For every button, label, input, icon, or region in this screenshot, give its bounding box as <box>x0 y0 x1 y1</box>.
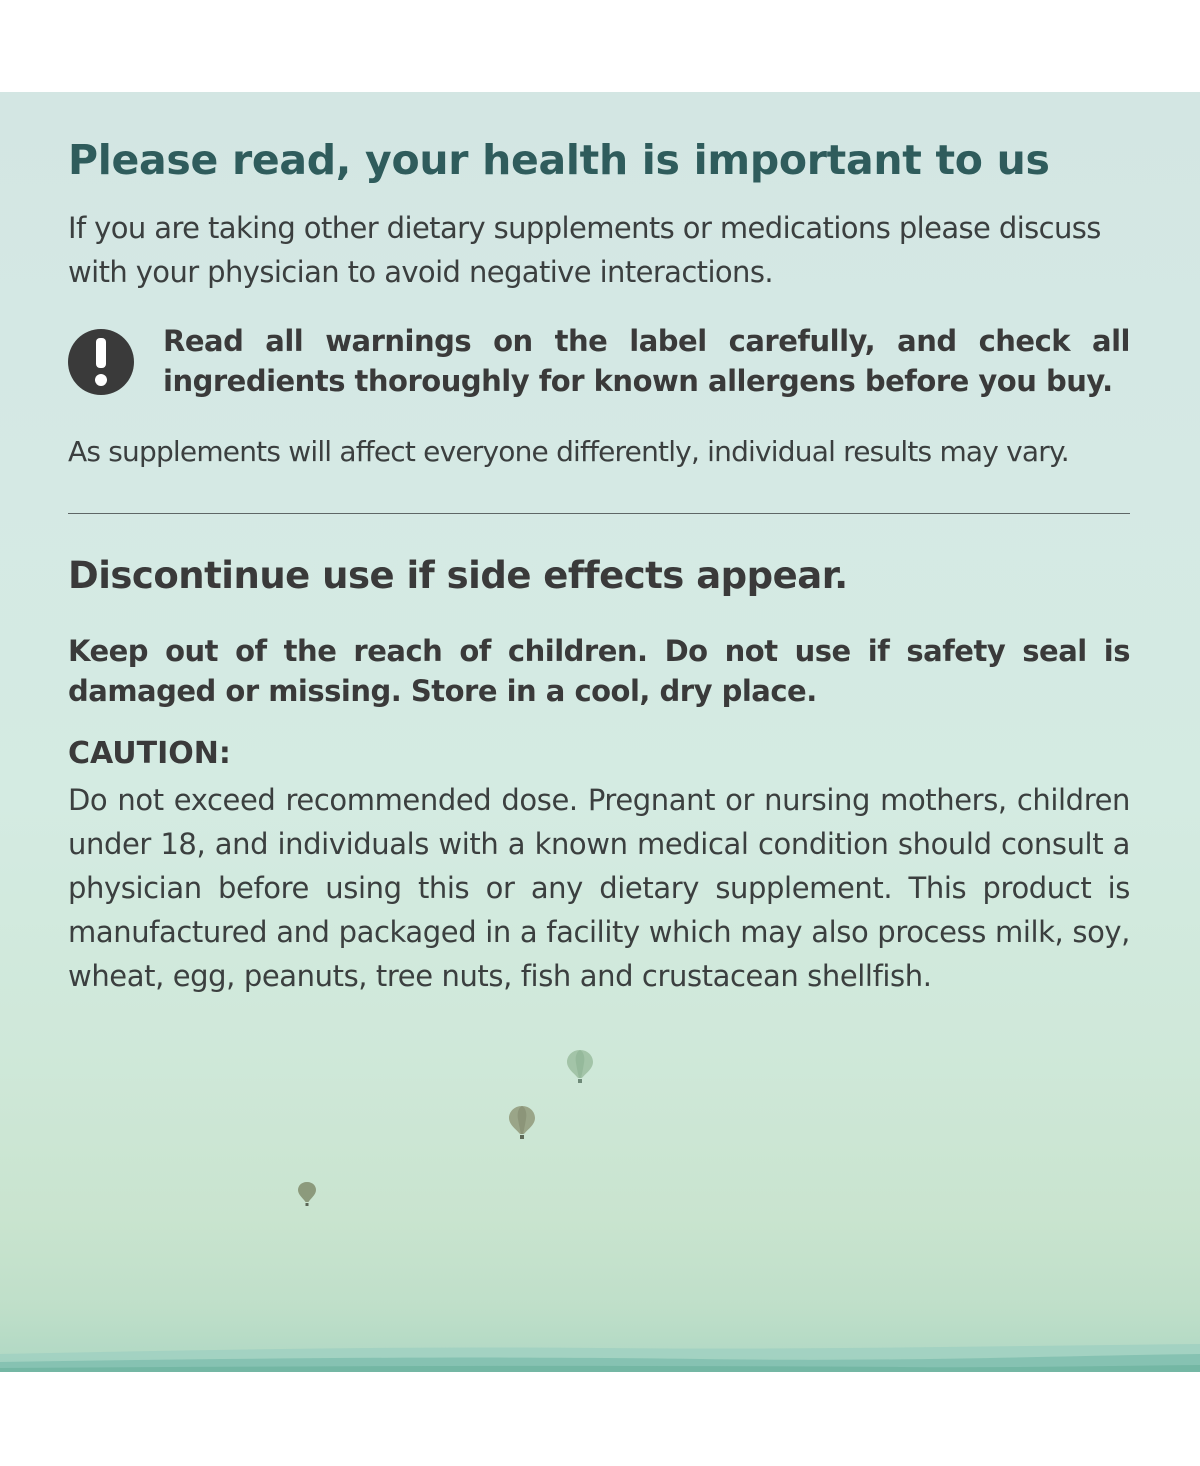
caution-label: CAUTION: <box>68 736 231 771</box>
info-panel <box>0 92 1200 1372</box>
hot-air-balloon-icon <box>297 1181 317 1207</box>
page-title: Please read, your health is important to us <box>68 136 1050 184</box>
exclamation-icon <box>68 329 134 395</box>
discontinue-heading: Discontinue use if side effects appear. <box>68 554 848 597</box>
horizon-landscape <box>0 1332 1200 1372</box>
intro-paragraph: If you are taking other dietary supplements or medications please discuss with your physician to avoid negative interactions. <box>68 211 1101 289</box>
hot-air-balloon-icon <box>566 1049 594 1085</box>
divider <box>68 513 1130 514</box>
results-note: As supplements will affect everyone differently, individual results may vary. <box>68 435 1069 468</box>
hot-air-balloon-icon <box>508 1105 536 1141</box>
safety-instructions: Keep out of the reach of children. Do not use if safety seal is damaged or missing. Store in a cool, dry place. <box>68 634 1130 708</box>
caution-text: Do not exceed recommended dose. Pregnant or nursing mothers, children under 18, and individuals with a known medical condition should consult a physician before using this or any dietary supplement. This product is manufactured and packaged in a facility which may also process milk, soy, wheat, egg, peanuts, tree nuts, fish and crustacean shellfish. <box>68 783 1130 993</box>
warning-text: Read all warnings on the label carefully, and check all ingredients thoroughly for known allergens before you buy. <box>163 324 1130 398</box>
